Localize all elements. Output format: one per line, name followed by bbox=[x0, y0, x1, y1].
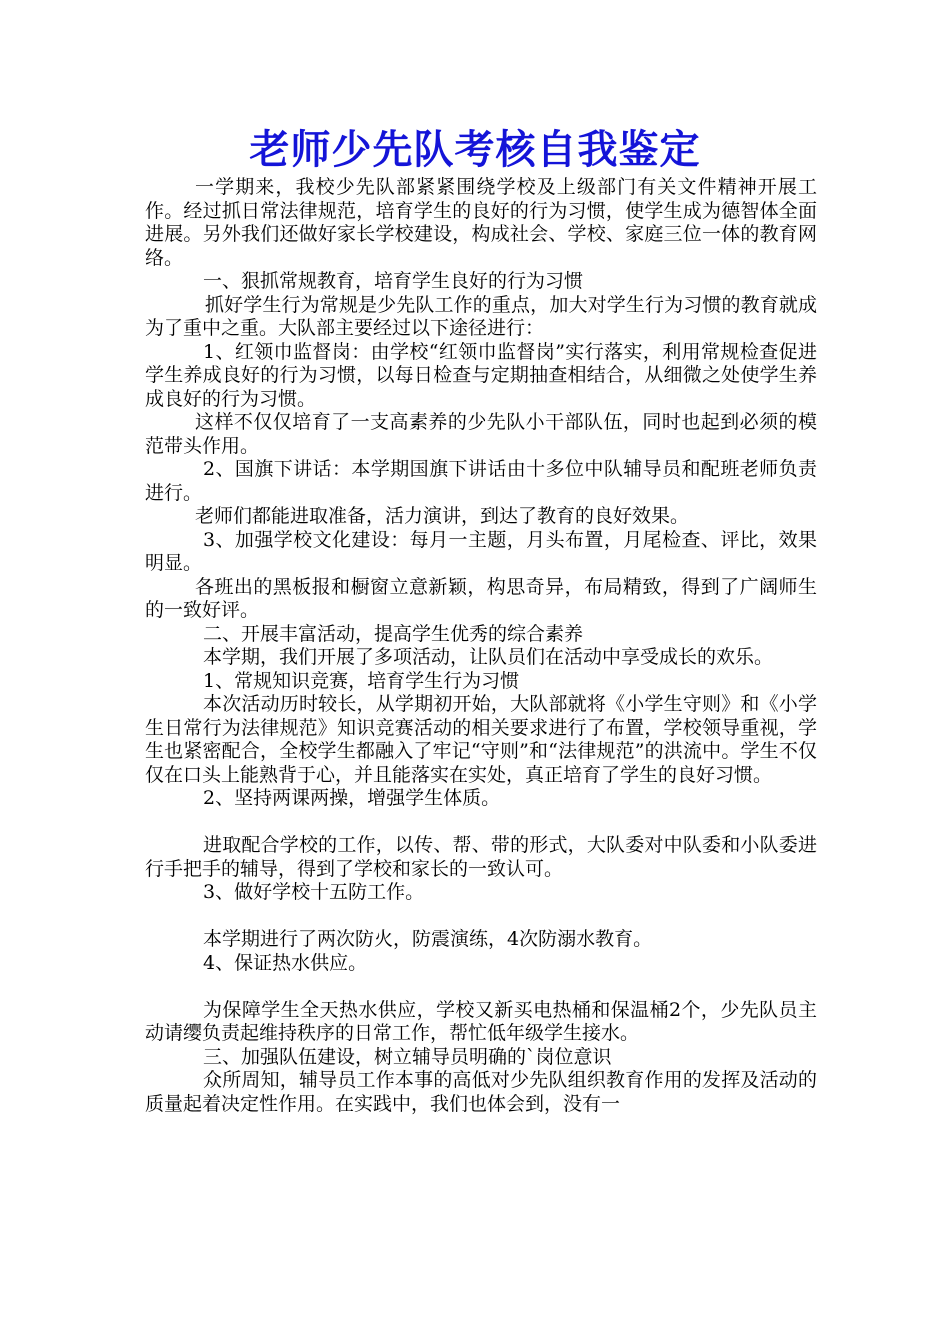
document-title: 老师少先队考核自我鉴定 bbox=[249, 127, 701, 173]
document-body bbox=[145, 176, 817, 1116]
blank-line bbox=[145, 811, 817, 835]
paragraph: 这样不仅仅培育了一支高素养的少先队小干部队伍，同时也起到必须的模范带头作用。 bbox=[145, 411, 817, 457]
paragraph: 一学期来，我校少先队部紧紧围绕学校及上级部门有关文件精神开展工作。经过抓日常法律规范，培育学生的良好的行为习惯，使学生成为德智体全面进展。另外我们还做好家长学校建设，构成社会、学校、家庭三位一体的教育网络。 bbox=[145, 176, 817, 269]
section-heading: 一、狠抓常规教育，培育学生良好的行为习惯 bbox=[203, 270, 584, 292]
paragraph: 进取配合学校的工作，以传、帮、带的形式，大队委对中队委和小队委进行手把手的辅导，得到了学校和家长的一致认可。 bbox=[145, 834, 817, 880]
paragraph: 众所周知，辅导员工作本事的高低对少先队组织教育作用的发挥及活动的质量起着决定性作用。在实践中，我们也体会到，没有一 bbox=[145, 1069, 817, 1115]
section-heading: 三、加强队伍建设，树立辅导员明确的`岗位意识 bbox=[203, 1045, 612, 1068]
paragraph: 为保障学生全天热水供应，学校又新买电热桶和保温桶2个，少先队员主动请缨负责起维持秩序的日常工作，帮忙低年级学生接水。 bbox=[145, 998, 817, 1044]
blank-line bbox=[145, 905, 817, 929]
paragraph: 老师们都能进取准备，活力演讲，到达了教育的良好效果。 bbox=[195, 505, 690, 527]
paragraph: 2、国旗下讲话：本学期国旗下讲话由十多位中队辅导员和配班老师负责进行。 bbox=[145, 458, 817, 504]
subsection-heading: 2、坚持两课两操，增强学生体质。 bbox=[203, 787, 501, 809]
paragraph: 本学期，我们开展了多项活动，让队员们在活动中享受成长的欢乐。 bbox=[203, 646, 774, 668]
paragraph: 各班出的黑板报和橱窗立意新颖，构思奇异，布局精致，得到了广阔师生的一致好评。 bbox=[145, 575, 817, 621]
blank-line bbox=[145, 975, 817, 999]
subsection-heading: 3、做好学校十五防工作。 bbox=[203, 881, 425, 903]
subsection-heading: 1、常规知识竞赛，培育学生行为习惯 bbox=[203, 669, 520, 692]
section-heading: 二、开展丰富活动，提高学生优秀的综合素养 bbox=[203, 622, 584, 645]
paragraph: 1、红领巾监督岗：由学校“红领巾监督岗”实行落实，利用常规检查促进学生养成良好的行为习惯，以每日检查与定期抽查相结合，从细微之处使学生养成良好的行为习惯。 bbox=[145, 340, 817, 410]
paragraph: 3、加强学校文化建设：每月一主题，月头布置，月尾检查、评比，效果明显。 bbox=[145, 528, 817, 574]
paragraph: 本学期进行了两次防火，防震演练，4次防溺水教育。 bbox=[203, 928, 653, 950]
subsection-heading: 4、保证热水供应。 bbox=[203, 951, 368, 974]
paragraph: 抓好学生行为常规是少先队工作的重点，加大对学生行为习惯的教育就成为了重中之重。大队部主要经过以下途径进行： bbox=[145, 293, 817, 339]
paragraph: 本次活动历时较长，从学期初开始，大队部就将《小学生守则》和《小学生日常行为法律规范》知识竞赛活动的相关要求进行了布置，学校领导重视，学生也紧密配合，全校学生都融入了牢记“守则”和“法律规范”的洪流中。学生不仅仅在口头上能熟背于心，并且能落实在实处，真正培育了学生的良好习惯。 bbox=[145, 693, 817, 786]
